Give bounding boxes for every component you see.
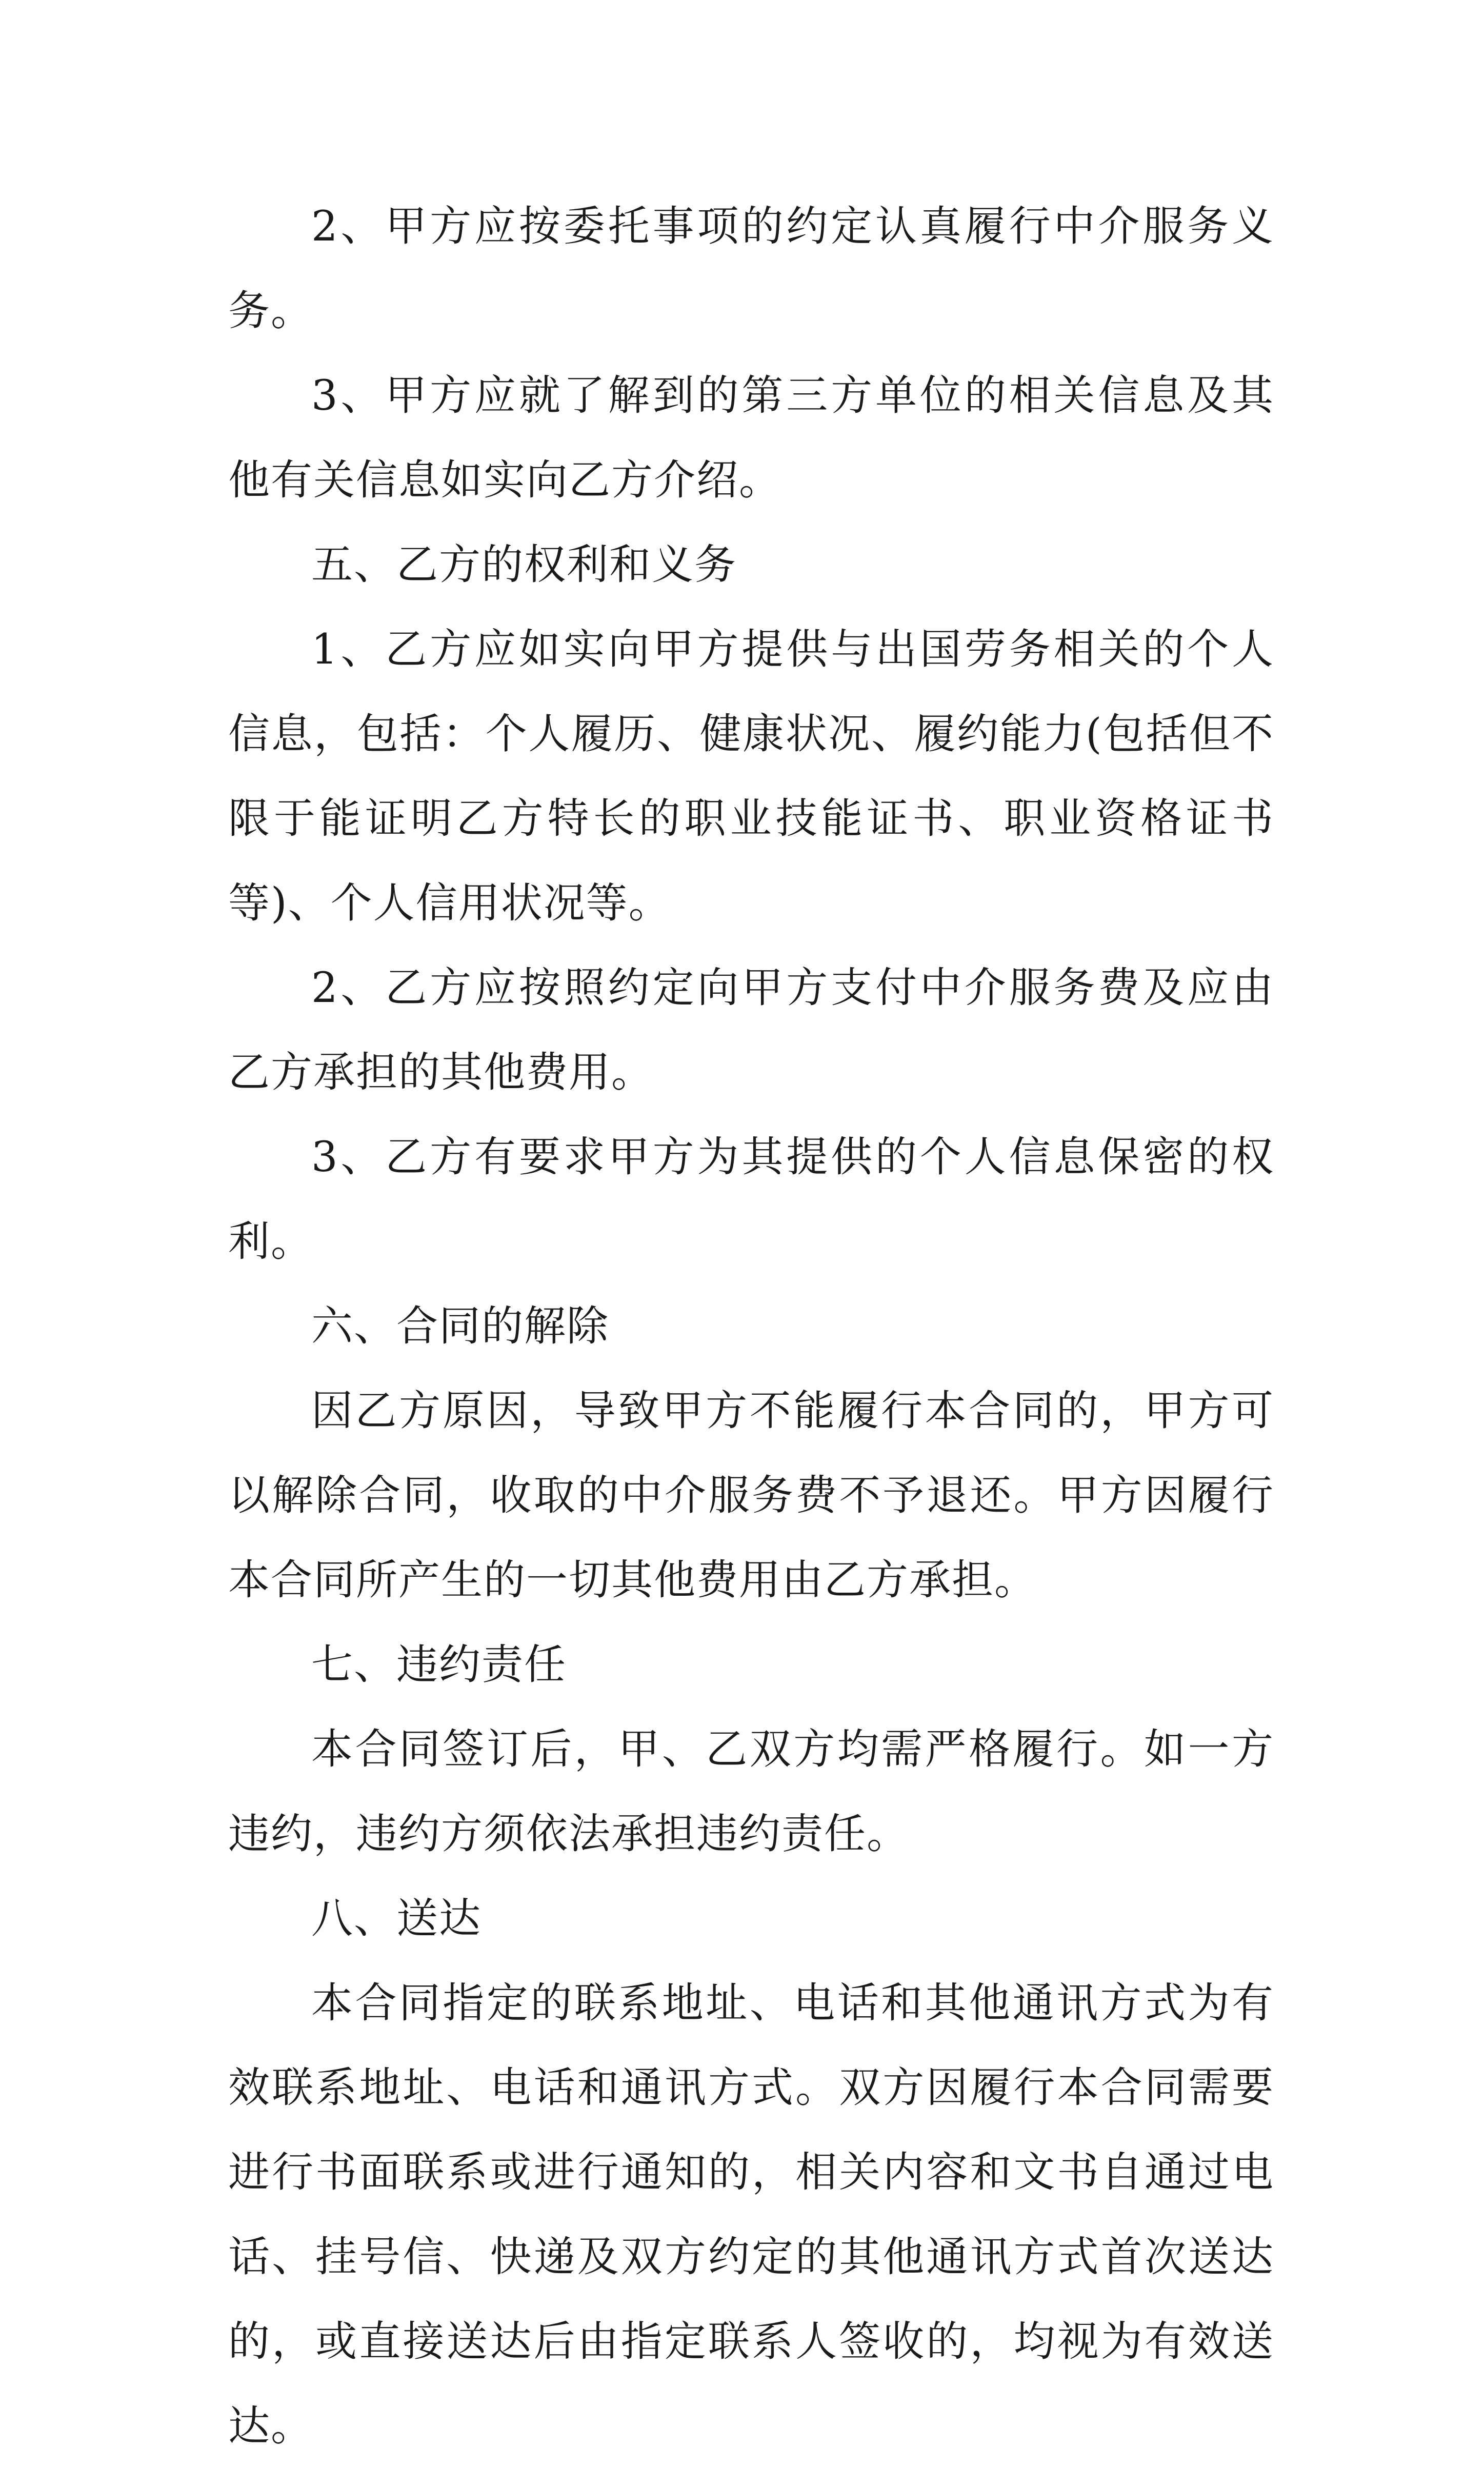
section-heading-6: 六、合同的解除: [311, 1302, 610, 1351]
clause-5-item-2: 2、乙方应按照约定向甲方支付中介服务费及应由乙方承担的其他费用。: [228, 964, 1274, 1097]
clause-7-text: 本合同签订后，甲、乙双方均需严格履行。如一方违约，违约方须依法承担违约责任。: [228, 1725, 1274, 1858]
clause-8-text: 本合同指定的联系地址、电话和其他通讯方式为有效联系地址、电话和通讯方式。双方因履行本合同需要进行书面联系或进行通知的，相关内容和文书自通过电话、挂号信、快递及双方约定的其他通讯方式首次送达的，或直接送达后由指定联系人签收的，均视为有效送达。: [228, 1979, 1274, 2451]
clause-6-text: 因乙方原因，导致甲方不能履行本合同的，甲方可以解除合同，收取的中介服务费不予退还。甲方因履行本合同所产生的一切其他费用由乙方承担。: [228, 1387, 1274, 1604]
clause-5-item-3: 3、乙方有要求甲方为其提供的个人信息保密的权利。: [228, 1133, 1274, 1266]
section-heading-8: 八、送达: [311, 1895, 482, 1943]
document-body: [228, 185, 1274, 2469]
clause-4-item-2: 2、甲方应按委托事项的约定认真履行中介服务义务。: [228, 203, 1274, 335]
clause-5-item-1: 1、乙方应如实向甲方提供与出国劳务相关的个人信息，包括：个人履历、健康状况、履约能力(包括但不限于能证明乙方特长的职业技能证书、职业资格证书等)、个人信用状况等。: [228, 626, 1274, 928]
section-heading-7: 七、违约责任: [311, 1641, 567, 1689]
section-heading-5: 五、乙方的权利和义务: [311, 541, 737, 589]
clause-4-item-3: 3、甲方应就了解到的第三方单位的相关信息及其他有关信息如实向乙方介绍。: [228, 372, 1274, 505]
